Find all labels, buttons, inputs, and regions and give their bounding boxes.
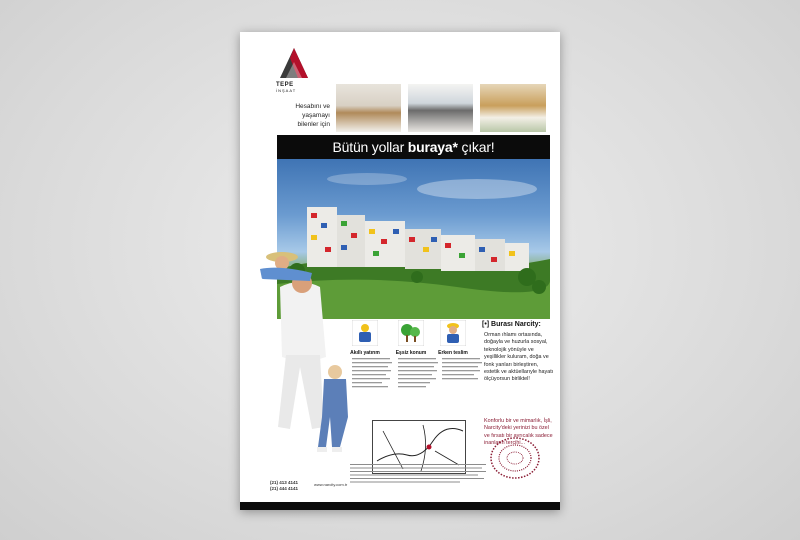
worker-icon	[440, 320, 466, 346]
interior-photo-living	[336, 84, 401, 132]
headline	[277, 135, 550, 159]
phone-number: (21) 444 4141	[270, 486, 299, 491]
headline-lead: Bütün yollar	[332, 139, 405, 155]
interior-photo-dining	[408, 84, 473, 132]
investor-icon	[352, 320, 378, 346]
tagline-line: yaşamayı	[302, 112, 330, 119]
phone-numbers	[270, 480, 298, 492]
burasi-body-accent: Konforlu bir ve mimarlık, İşli, Narcity'deki yerinizi bu özel ve fırsatı bir ayrıcalık sadece inanların tercihi...	[484, 418, 553, 447]
headline-strong: buraya*	[407, 139, 458, 155]
feature-title: Erken teslim	[438, 350, 468, 356]
phone-number: (21) 413 4141	[270, 480, 299, 485]
poster	[240, 32, 560, 510]
tagline-line: bilenler için	[297, 121, 330, 128]
burasi-body: Orman ıhlamı ortasında, doğayla ve huzurla sosyal, teknolojik yönüyle ve yeşillikler kuluram, doğa ve fonk yanları birleştiren, estetik ve aktüellarıyle hayatı ölçüyorsun birliktel!	[484, 332, 554, 383]
interior-photo-kitchen	[480, 84, 546, 132]
tepe-logo-icon	[276, 42, 312, 82]
narcity-seal-icon	[488, 434, 542, 482]
logo-wordmark	[276, 82, 316, 94]
headline-tail: çıkar!	[461, 139, 495, 155]
logo-name: TEPE	[276, 82, 294, 88]
feature-title: Eşsiz konum	[395, 350, 427, 356]
logo-sub: İNŞAAT	[276, 88, 297, 93]
feature-title: Akıllı yatırım	[350, 350, 380, 356]
bottom-bar	[240, 502, 560, 510]
tagline	[280, 102, 330, 129]
family-photo	[240, 247, 370, 467]
website: www.narcity.com.tr	[314, 482, 348, 487]
trees-icon	[398, 320, 424, 346]
tagline-line: Hesabını ve	[295, 103, 330, 110]
burasi-title: [•] Burası Narcity:	[482, 321, 541, 328]
fine-print	[350, 464, 486, 490]
feature-body-text	[352, 358, 482, 418]
